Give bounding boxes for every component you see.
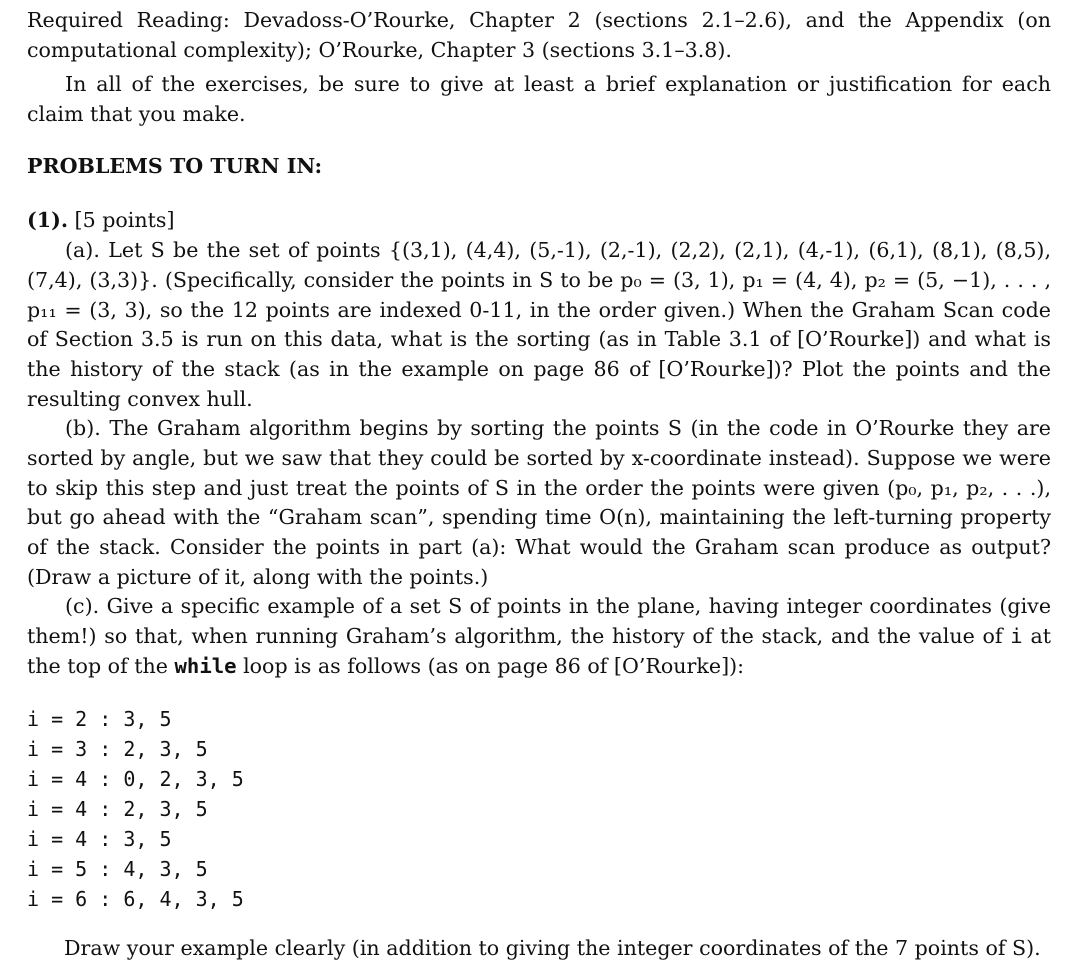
part-a-paragraph (27, 236, 1051, 415)
part-c-text-3: loop is as follows (as on page 86 of [O’Rourke]): (243, 653, 745, 678)
problem-number: (1). (27, 208, 68, 232)
stack-line: i = 4 : 2, 3, 5 (27, 797, 208, 821)
stack-line: i = 3 : 2, 3, 5 (27, 737, 208, 761)
part-b-label: (b). (65, 416, 101, 440)
stack-line: i = 5 : 4, 3, 5 (27, 857, 208, 881)
stack-line: i = 2 : 3, 5 (27, 707, 172, 731)
part-b-paragraph (27, 414, 1051, 593)
stack-line: i = 4 : 3, 5 (27, 827, 172, 851)
stack-line: i = 4 : 0, 2, 3, 5 (27, 767, 244, 791)
code-while: while (174, 653, 237, 678)
stack-line: i = 6 : 6, 4, 3, 5 (27, 887, 244, 911)
part-c-text-1: Give a specific example of a set S of points in the plane, having integer coordinates (give them!) so that, when running Graham’s algorithm, the history of the stack, and the value of (27, 594, 1052, 648)
code-i: i (1010, 623, 1023, 648)
part-c-text-2: at the top of the (27, 623, 1051, 678)
part-c-label: (c). (65, 594, 100, 618)
problem-points: [5 points] (74, 208, 175, 232)
required-reading: Required Reading: Devadoss-O’Rourke, Chapter 2 (sections 2.1–2.6), and the Appendix (on computational complexity); O’Rourke, Chapter 3 (sections 3.1–3.8). (27, 8, 1051, 62)
part-a-label: (a). (65, 238, 100, 262)
part-c-paragraph (27, 592, 1051, 681)
closing-sentence: Draw your example clearly (in addition to giving the integer coordinates of the 7 points of S). (64, 936, 1041, 960)
part-b-text: The Graham algorithm begins by sorting the points S (in the code in O’Rourke they are sorted by angle, but we saw that they could be sorted by x-coordinate instead). Suppose we were to skip this step and just treat the points of S in the order the points were given (p₀, p₁, p₂, . . .), but go ahead with the “Graham scan”, spending time O(n), maintaining the left-turning property of the stack. Consider the points in part (a): What would the Graham scan produce as output? (Draw a picture of it, along with the points.) (27, 416, 1051, 589)
part-a-text: Let S be the set of points {(3,1), (4,4), (5,-1), (2,-1), (2,2), (2,1), (4,-1), (6,1), (8,1), (8,5), (7,4), (3,3)}. (Specifically, consider the points in S to be p₀ = (3, 1), p₁ = (4, 4), p₂ = (5, −1), . . . , p₁₁ = (3, 3), so the 12 points are indexed 0-11, in the order given.) When the Graham Scan code of Section 3.5 is run on this data, what is the sorting (as in Table 3.1 of [O’Rourke]) and what is the history of the stack (as in the example on page 86 of [O’Rourke])? Plot the points and the resulting convex hull. (27, 238, 1052, 411)
section-heading: PROBLEMS TO TURN IN: (27, 154, 323, 178)
instructions-paragraph: In all of the exercises, be sure to give at least a brief explanation or justification for each claim that you make. (27, 72, 1051, 126)
problem-header (27, 206, 1051, 236)
